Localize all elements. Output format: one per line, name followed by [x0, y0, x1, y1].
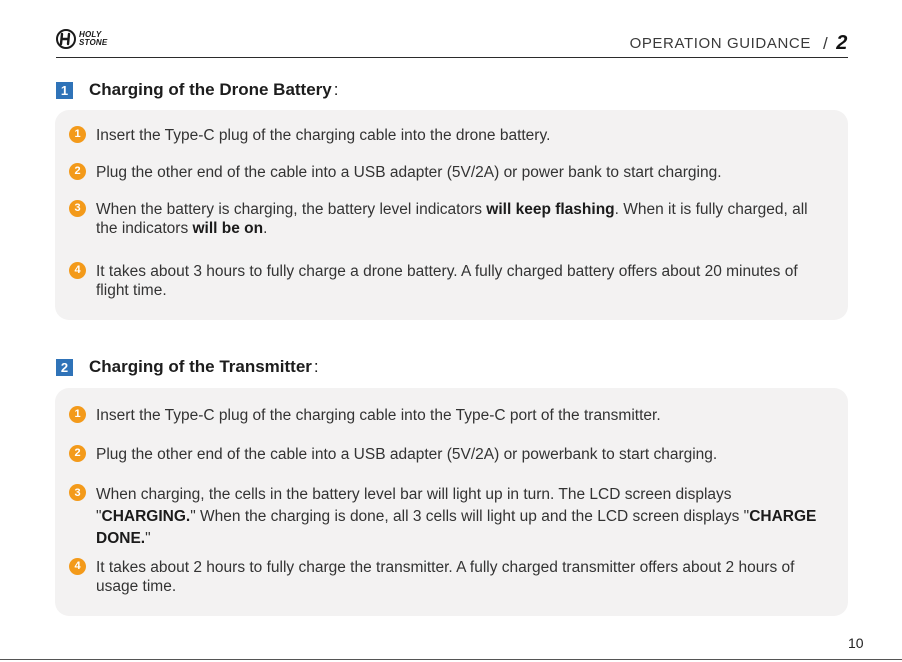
text-run: Insert the Type-C plug of the charging cable into the Type-C port of the transmitter.: [96, 407, 661, 424]
text-run: Plug the other end of the cable into a USB adapter (5V/2A) or power bank to start charging.: [96, 164, 722, 181]
footer-rule: [0, 659, 902, 660]
page-number: 10: [848, 635, 864, 651]
section-colon: :: [333, 80, 339, 99]
logo-word-top: HOLY: [79, 30, 102, 39]
text-run: It takes about 3 hours to fully charge a drone battery. A fully charged battery offers about 20 minutes of flight time.: [96, 263, 798, 299]
section-card-1: [55, 110, 848, 320]
step-text: [96, 484, 829, 550]
emphasis-text: will keep flashing: [486, 201, 615, 218]
step-text: [96, 163, 829, 182]
text-run: .: [263, 220, 268, 237]
list-item: [69, 126, 829, 145]
section-title-2: [56, 357, 319, 377]
section-colon: :: [313, 357, 319, 376]
chapter-number: 2: [836, 32, 848, 54]
step-number-badge: 3: [69, 484, 86, 501]
logo-word-bottom: STONE: [79, 38, 108, 47]
list-item: [69, 406, 829, 425]
emphasis-text: will be on: [192, 220, 264, 237]
step-text: [96, 126, 829, 145]
section-number-box: 2: [56, 359, 73, 376]
section-heading: Charging of the Drone Battery: [89, 80, 332, 99]
emphasis-text: CHARGING.: [101, 508, 191, 525]
logo-mark-icon: [56, 29, 76, 49]
step-number-badge: 2: [69, 445, 86, 462]
logo-wordmark: [79, 31, 107, 47]
step-text: [96, 406, 829, 425]
step-text: [96, 200, 829, 238]
list-item: [69, 200, 829, 238]
list-item: [69, 484, 829, 550]
section-card-2: [55, 388, 848, 616]
list-item: [69, 445, 829, 464]
holy-stone-logo: [56, 29, 107, 49]
emphasis-text: CHARGE DONE.: [96, 508, 817, 547]
step-number-badge: 2: [69, 163, 86, 180]
header-guidance: [630, 32, 848, 55]
text-run: Plug the other end of the cable into a USB adapter (5V/2A) or powerbank to start charging.: [96, 446, 718, 463]
step-text: [96, 445, 829, 464]
header-rule: [56, 57, 848, 58]
guidance-label: OPERATION GUIDANCE: [629, 35, 811, 52]
text-run: When the battery is charging, the battery level indicators: [96, 201, 487, 218]
step-text: [96, 262, 829, 300]
text-run: Insert the Type-C plug of the charging cable into the drone battery.: [96, 127, 551, 144]
page-header: [56, 26, 848, 58]
step-text: [96, 558, 829, 596]
step-number-badge: 1: [69, 406, 86, 423]
list-item: [69, 558, 829, 596]
text-run: ": [145, 530, 151, 547]
section-heading: Charging of the Transmitter: [89, 357, 312, 376]
step-number-badge: 4: [69, 558, 86, 575]
step-number-badge: 3: [69, 200, 86, 217]
text-run: It takes about 2 hours to fully charge the transmitter. A fully charged transmitter offers about 2 hours of usage time.: [96, 559, 795, 595]
list-item: [69, 262, 829, 300]
text-run: . When it is fully charged, all the indicators: [96, 201, 808, 237]
text-run: " When the charging is done, all 3 cells will light up and the LCD screen displays ": [190, 508, 750, 525]
header-slash: /: [822, 33, 829, 53]
section-title-1: [56, 80, 338, 100]
step-number-badge: 4: [69, 262, 86, 279]
text-run: When charging, the cells in the battery level bar will light up in turn. The LCD screen displays ": [96, 486, 732, 525]
step-number-badge: 1: [69, 126, 86, 143]
list-item: [69, 163, 829, 182]
section-number-box: 1: [56, 82, 73, 99]
